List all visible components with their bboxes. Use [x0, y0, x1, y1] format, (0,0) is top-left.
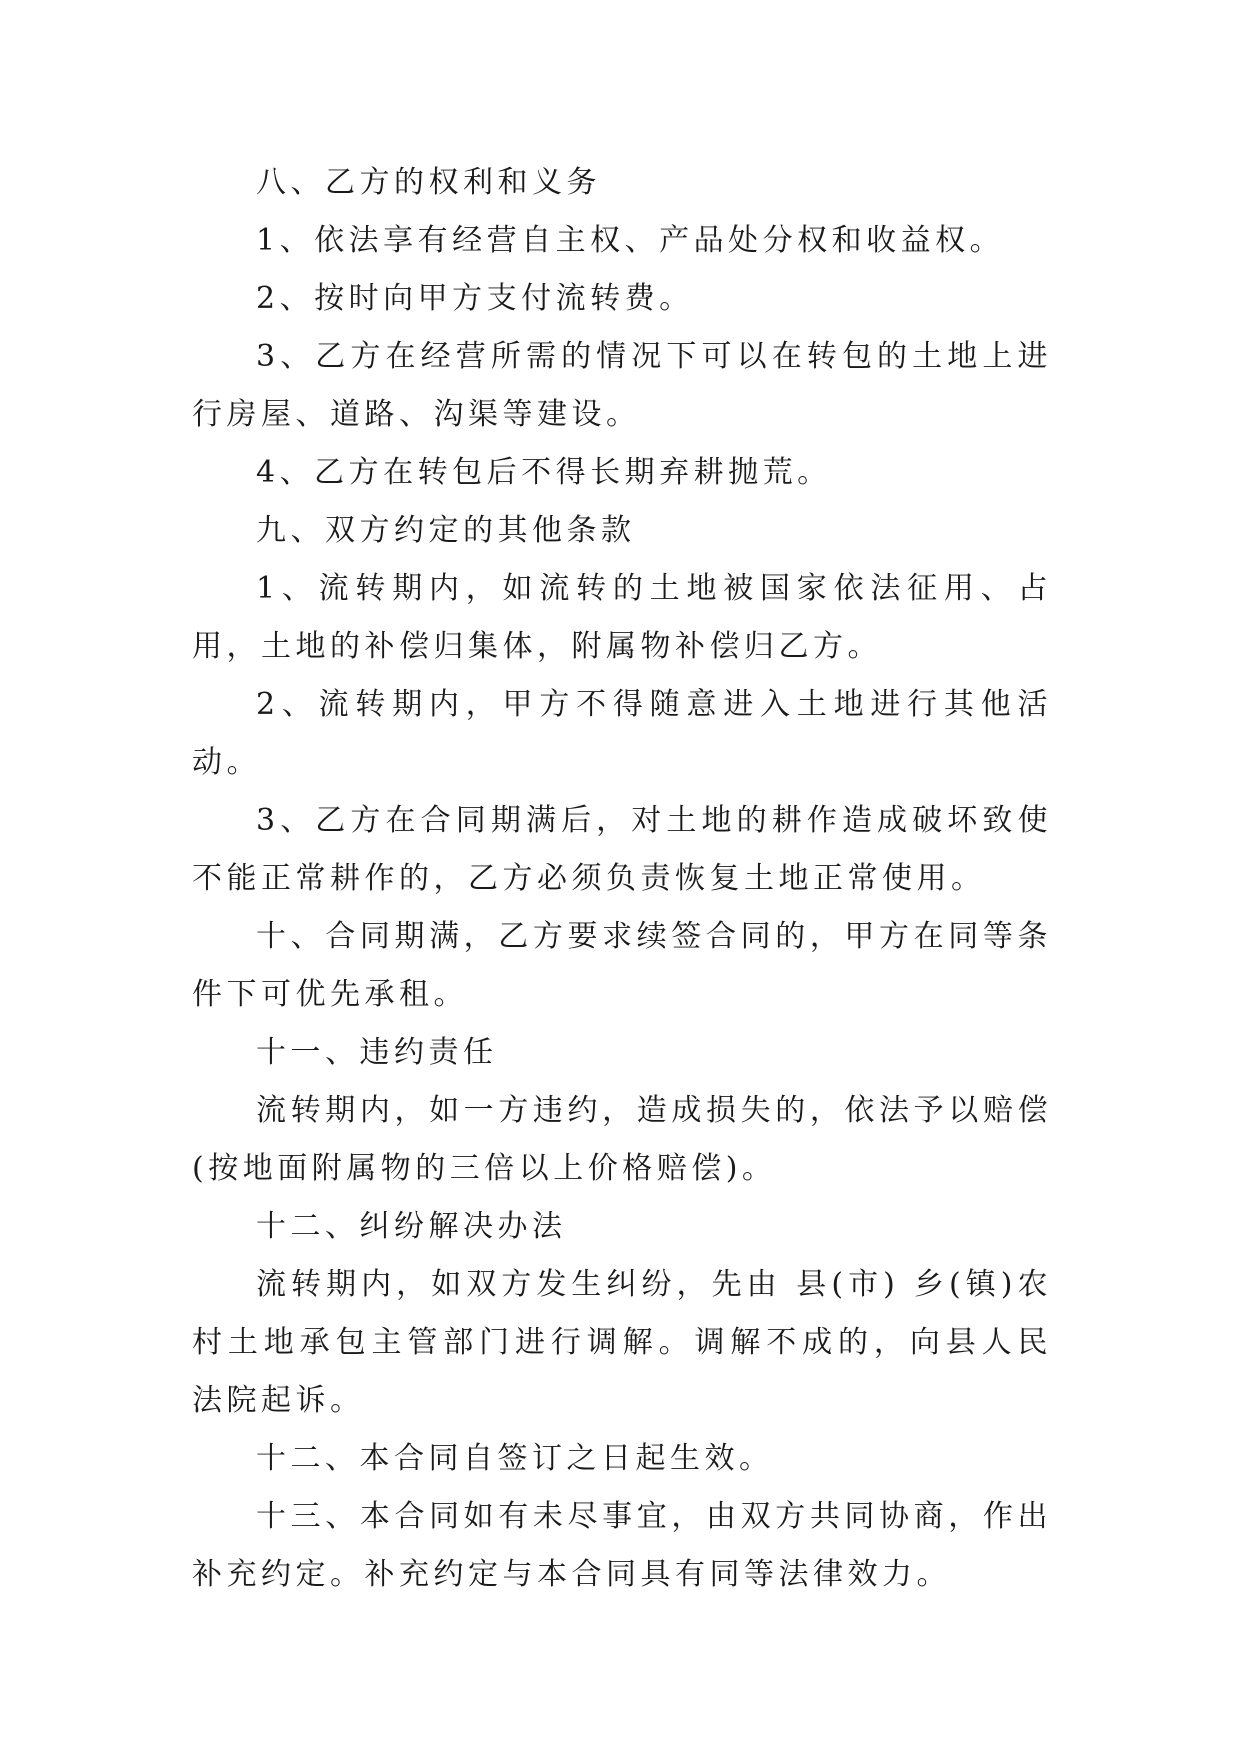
- clause-paragraph: 1、流转期内，如流转的土地被国家依法征用、占用，土地的补偿归集体，附属物补偿归乙方。: [192, 571, 1052, 664]
- section-heading-breach-liability: 十一、违约责任: [256, 1035, 498, 1070]
- section-effective-date: 十二、本合同自签订之日起生效。: [256, 1441, 774, 1476]
- section-contract-renewal: 十、合同期满，乙方要求续签合同的，甲方在同等条件下可优先承租。: [192, 919, 1052, 1012]
- section-supplementary-terms: 十三、本合同如有未尽事宜，由双方共同协商，作出补充约定。补充约定与本合同具有同等法律效力。: [192, 1499, 1052, 1592]
- clause-paragraph: 2、流转期内，甲方不得随意进入土地进行其他活动。: [192, 687, 1052, 780]
- section-heading-dispute-resolution: 十二、纠纷解决办法: [256, 1209, 567, 1244]
- clause-paragraph: 4、乙方在转包后不得长期弃耕抛荒。: [256, 455, 832, 490]
- clause-paragraph: 2、按时向甲方支付流转费。: [256, 281, 694, 316]
- clause-paragraph: 1、依法享有经营自主权、产品处分权和收益权。: [256, 223, 1005, 258]
- section-heading-rights-obligations: 八、乙方的权利和义务: [256, 165, 601, 200]
- clause-paragraph: 流转期内，如双方发生纠纷，先由 县(市) 乡(镇)农村土地承包主管部门进行调解。调解不成的，向县人民法院起诉。: [192, 1267, 1052, 1418]
- section-heading-other-terms: 九、双方约定的其他条款: [256, 513, 636, 548]
- clause-paragraph: 3、乙方在合同期满后，对土地的耕作造成破坏致使不能正常耕作的，乙方必须负责恢复土地正常使用。: [192, 803, 1052, 896]
- clause-paragraph: 流转期内，如一方违约，造成损失的，依法予以赔偿(按地面附属物的三倍以上价格赔偿)。: [192, 1093, 1052, 1186]
- clause-paragraph: 3、乙方在经营所需的情况下可以在转包的土地上进行房屋、道路、沟渠等建设。: [192, 339, 1052, 432]
- document-body: [192, 154, 1052, 1604]
